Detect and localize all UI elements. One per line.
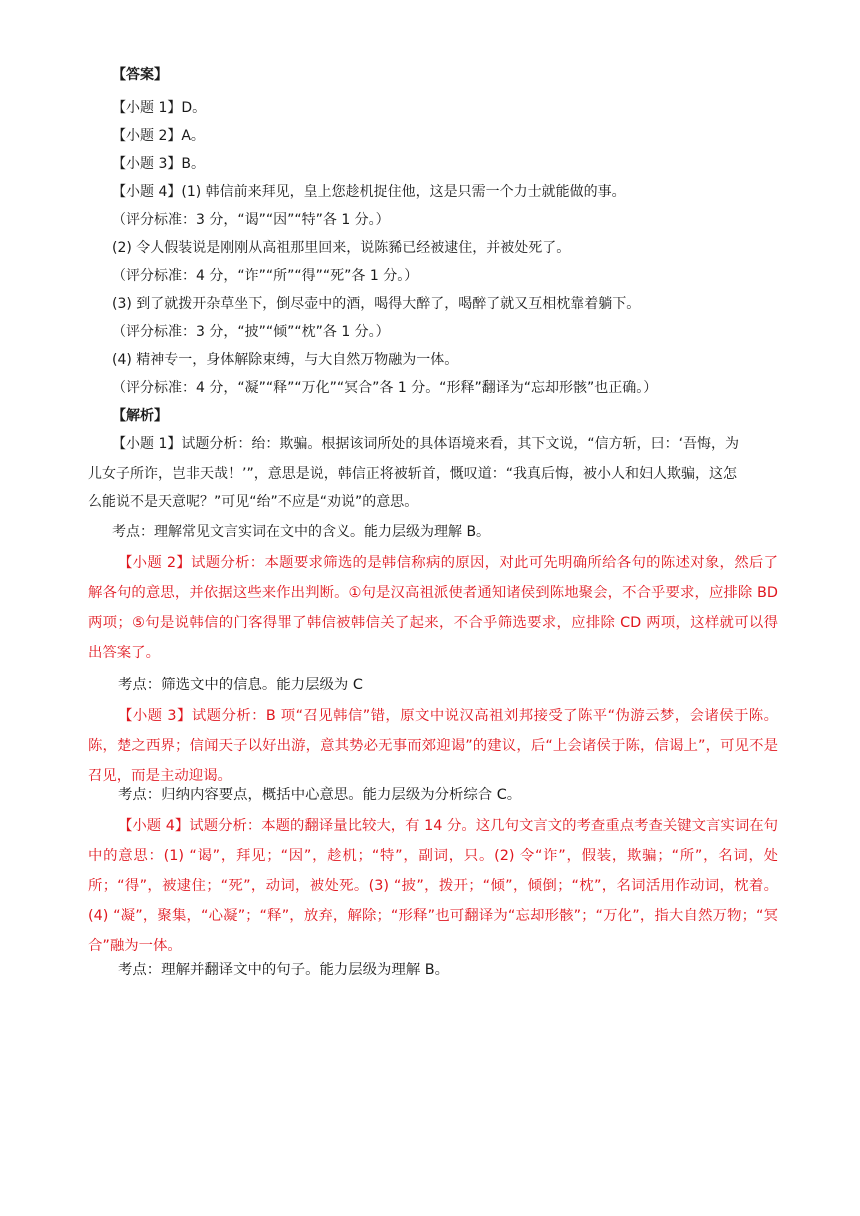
analysis-q1-kaodian: 考点：理解常见文言实词在文中的含义。能力层级为理解 B。 bbox=[112, 524, 491, 540]
analysis-heading: 【解析】 bbox=[112, 408, 168, 424]
answer-q4-3-score: （评分标准：3 分，“披”“倾”“枕”各 1 分。） bbox=[112, 324, 390, 340]
answer-q3: 【小题 3】B。 bbox=[112, 156, 205, 172]
answer-heading: 【答案】 bbox=[112, 67, 168, 83]
analysis-q2-text: 试题分析：本题要求筛选的是韩信称病的原因，对此可先明确所给各句的陈述对象，然后了解各句的意思，并依据这些来作出判断。①句是汉高祖派使者通知诸侯到陈地聚会，不合乎要求，应排除 BD 两项；⑤句是说韩信的门客得罪了韩信被韩信关了起来，不合乎筛选要求，应排除 CD 两项，这样就可以得出答案了。 bbox=[88, 555, 778, 661]
analysis-q4-paragraph bbox=[88, 811, 778, 961]
answer-q4-2-score: （评分标准：4 分，“诈”“所”“得”“死”各 1 分。） bbox=[112, 268, 419, 284]
analysis-q1-line2: 儿女子所诈，岂非天哉！’”，意思是说，韩信正将被斩首，慨叹道：“我真后悔，被小人和妇人欺骗，这怎 bbox=[88, 466, 737, 482]
analysis-q2-kaodian: 考点：筛选文中的信息。能力层级为 C bbox=[118, 677, 363, 693]
answer-q1: 【小题 1】D。 bbox=[112, 100, 207, 116]
analysis-q2-paragraph bbox=[88, 548, 778, 668]
analysis-q4-kaodian: 考点：理解并翻译文中的句子。能力层级为理解 B。 bbox=[118, 962, 450, 978]
analysis-q4-text: 试题分析：本题的翻译量比较大，有 14 分。这几句文言文的考查重点考查关键文言实词在句中的意思：(1) “谒”，拜见；“因”，趁机；“特”，副词，只。(2) 令“诈”，假装，欺骗；“所”，名词，处所；“得”，被逮住；“死”，动词，被处死。(3) “披”，拨开；“倾”，倾倒；“枕”，名词活用作动词，枕着。(4) “凝”，聚集，“心凝”；“释”，放弃，解除；“形释”也可翻译为“忘却形骸”；“万化”，指大自然万物；“冥合”融为一体。 bbox=[88, 818, 778, 954]
analysis-q3-text: 试题分析：B 项“召见韩信”错，原文中说汉高祖刘邦接受了陈平“伪游云梦，会诸侯于陈。陈，楚之西界；信闻天子以好出游，意其势必无事而郊迎谒”的建议，后“上会诸侯于陈，信谒上”，可见不是召见，而是主动迎谒。 bbox=[88, 708, 778, 784]
answer-q4-1-score: （评分标准：3 分，“谒”“因”“特”各 1 分。） bbox=[112, 212, 390, 228]
analysis-q3-kaodian: 考点：归纳内容要点，概括中心意思。能力层级为分析综合 C。 bbox=[118, 787, 522, 803]
answer-q4-3: (3) 到了就拨开杂草坐下，倒尽壶中的酒，喝得大醉了，喝醉了就又互相枕靠着躺下。 bbox=[112, 296, 641, 312]
answer-q4-4-score: （评分标准：4 分，“凝”“释”“万化”“冥合”各 1 分。“形释”翻译为“忘却形骸”也正确。） bbox=[112, 380, 658, 396]
analysis-q3-paragraph bbox=[88, 701, 778, 791]
answer-q4-4: (4) 精神专一，身体解除束缚，与大自然万物融为一体。 bbox=[112, 352, 459, 368]
analysis-q1-line3: 么能说不是天意呢？”可见“绐”不应是“劝说”的意思。 bbox=[88, 494, 419, 510]
answer-q4-2: (2) 令人假装说是刚刚从高祖那里回来，说陈豨已经被逮住，并被处死了。 bbox=[112, 240, 571, 256]
answer-q2: 【小题 2】A。 bbox=[112, 128, 205, 144]
answer-q4-1: 【小题 4】(1) 韩信前来拜见，皇上您趁机捉住他，这是只需一个力士就能做的事。 bbox=[112, 184, 626, 200]
analysis-q4-label: 【小题 4】 bbox=[118, 818, 190, 834]
analysis-q3-label: 【小题 3】 bbox=[118, 708, 192, 724]
analysis-q2-label: 【小题 2】 bbox=[118, 555, 192, 571]
analysis-q1-line1: 【小题 1】试题分析：绐：欺骗。根据该词所处的具体语境来看，其下文说，“信方斩，曰：‘吾悔，为 bbox=[112, 436, 740, 452]
